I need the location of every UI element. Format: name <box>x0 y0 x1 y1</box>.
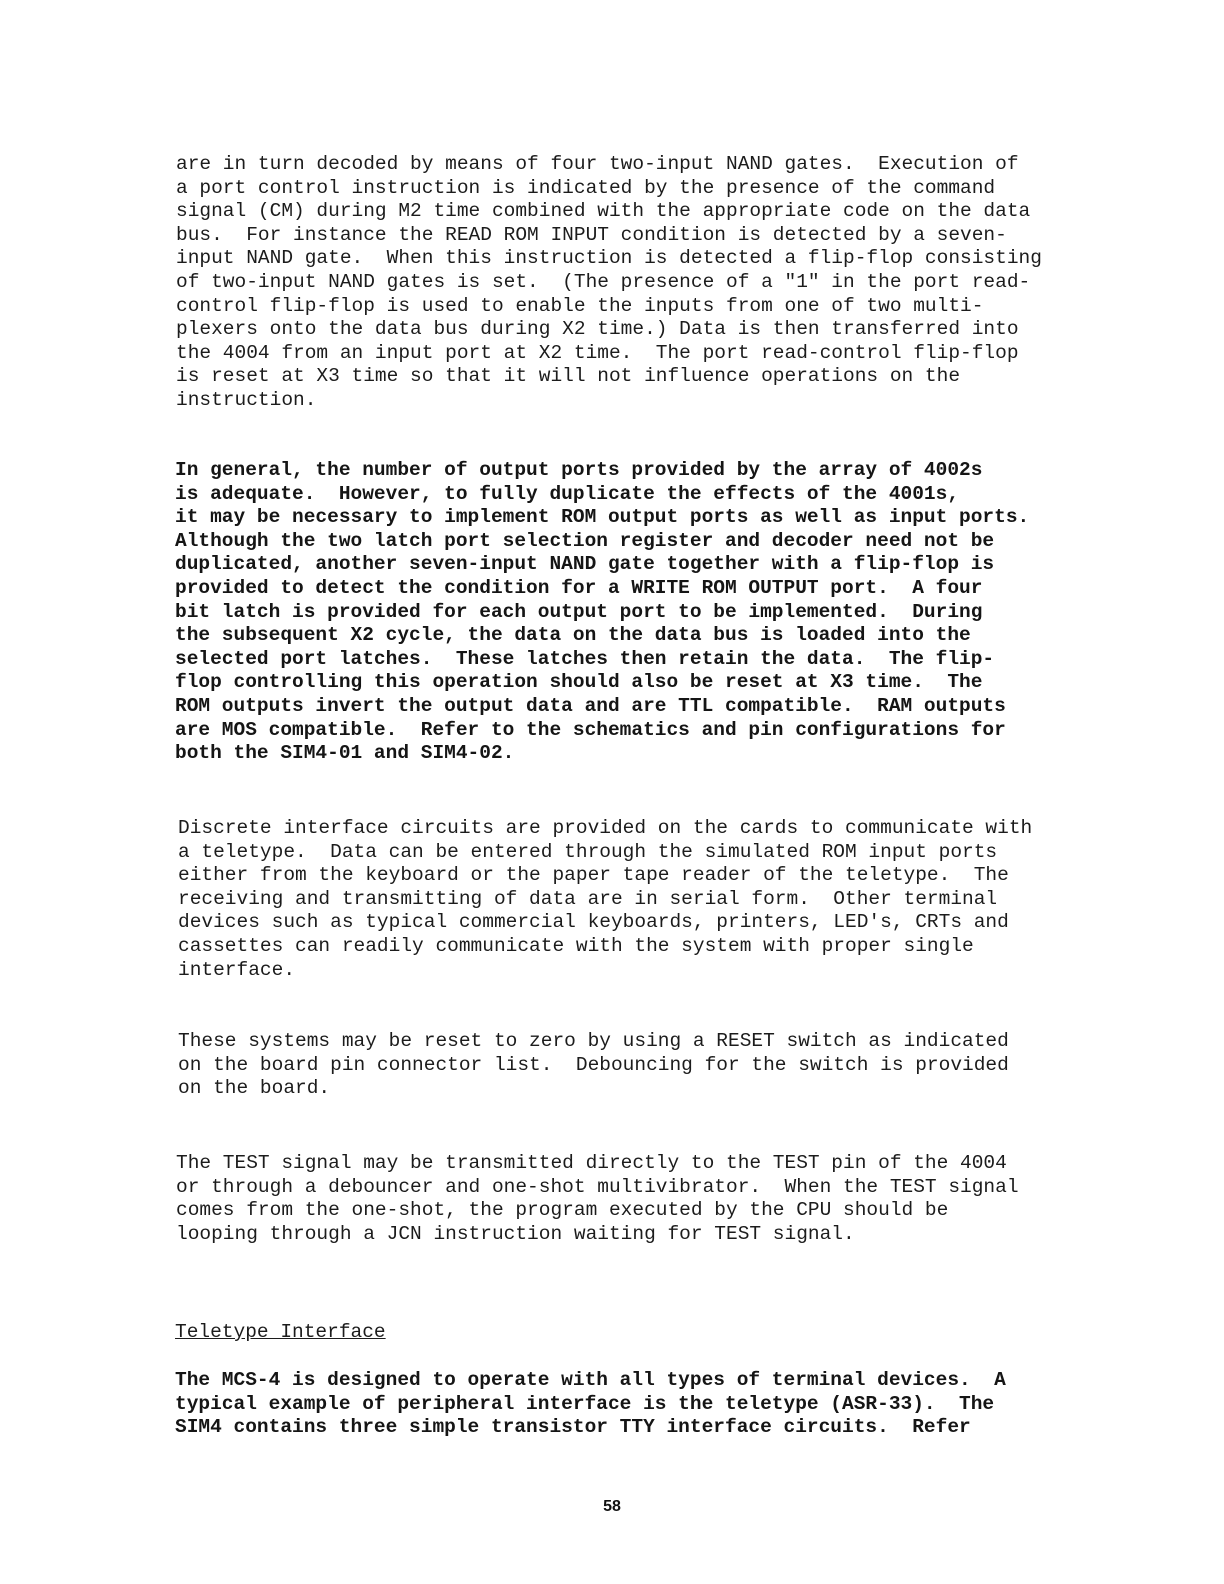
text-line: typical example of peripheral interface is the teletype (ASR-33). The <box>175 1392 995 1415</box>
text-line: plexers onto the data bus during X2 time.) Data is then transferred into <box>176 318 1019 341</box>
text-line: it may be necessary to implement ROM output ports as well as input ports. <box>175 506 1030 529</box>
text-line: Although the two latch port selection register and decoder need not be <box>175 529 995 552</box>
section-heading: Teletype Interface <box>175 1321 386 1343</box>
text-line: either from the keyboard or the paper tape reader of the teletype. The <box>178 864 1009 887</box>
text-line: input NAND gate. When this instruction is detected a flip-flop consisting <box>176 247 1042 270</box>
text-line: devices such as typical commercial keyboards, printers, LED's, CRTs and <box>178 911 1009 934</box>
text-line: is reset at X3 time so that it will not influence operations on the <box>176 365 961 388</box>
text-line: bus. For instance the READ ROM INPUT condition is detected by a seven- <box>176 223 1007 246</box>
text-line: SIM4 contains three simple transistor TTY interface circuits. Refer <box>175 1416 971 1439</box>
text-line: The TEST signal may be transmitted directly to the TEST pin of the 4004 <box>176 1152 1007 1174</box>
text-line: control flip-flop is used to enable the inputs from one of two multi- <box>176 294 984 317</box>
text-line: both the SIM4-01 and SIM4-02. <box>175 742 515 765</box>
text-line: instruction. <box>176 388 317 411</box>
text-line: In general, the number of output ports provided by the array of 4002s <box>175 459 983 481</box>
text-line: on the board pin connector list. Debouncing for the switch is provided <box>178 1053 1009 1076</box>
text-line: signal (CM) during M2 time combined with the appropriate code on the data <box>176 200 1031 223</box>
text-line: are in turn decoded by means of four two-input NAND gates. Execution of <box>176 153 1019 175</box>
page-number: 58 <box>603 1498 621 1515</box>
paragraph-output-ports <box>175 459 1029 766</box>
text-line: flop controlling this operation should also be reset at X3 time. The <box>175 671 983 694</box>
text-line: bit latch is provided for each output port to be implemented. During <box>175 600 983 623</box>
text-line: interface. <box>178 958 296 981</box>
text-line: These systems may be reset to zero by using a RESET switch as indicated <box>178 1030 1009 1052</box>
text-line: Discrete interface circuits are provided on the cards to communicate with <box>178 817 1033 839</box>
paragraph-port-control <box>176 153 1042 413</box>
paragraph-teletype-interface <box>175 1369 1006 1440</box>
text-line: selected port latches. These latches then retain the data. The flip- <box>175 647 995 670</box>
paragraph-reset <box>178 1030 1009 1101</box>
text-line: a port control instruction is indicated by the presence of the command <box>176 176 996 199</box>
text-line: the 4004 from an input port at X2 time. The port read-control flip-flop <box>176 341 1019 364</box>
text-line: ROM outputs invert the output data and are TTL compatible. RAM outputs <box>175 694 1006 717</box>
text-line: The MCS-4 is designed to operate with all types of terminal devices. A <box>175 1369 1006 1391</box>
text-line: provided to detect the condition for a WRITE ROM OUTPUT port. A four <box>175 576 983 599</box>
text-line: on the board. <box>178 1077 331 1100</box>
text-line: of two-input NAND gates is set. (The presence of a "1" in the port read- <box>176 270 1031 293</box>
text-line: duplicated, another seven-input NAND gate together with a flip-flop is <box>175 553 995 576</box>
text-line: looping through a JCN instruction waiting for TEST signal. <box>176 1222 855 1245</box>
text-line: comes from the one-shot, the program executed by the CPU should be <box>176 1199 949 1222</box>
paragraph-test-signal <box>176 1152 1019 1246</box>
text-line: are MOS compatible. Refer to the schematics and pin configurations for <box>175 718 1006 741</box>
text-line: the subsequent X2 cycle, the data on the data bus is loaded into the <box>175 624 971 647</box>
text-line: or through a debouncer and one-shot multivibrator. When the TEST signal <box>176 1175 1019 1198</box>
text-line: cassettes can readily communicate with the system with proper single <box>178 934 974 957</box>
paragraph-teletype-circuits <box>178 817 1032 982</box>
text-line: a teletype. Data can be entered through the simulated ROM input ports <box>178 840 998 863</box>
text-line: receiving and transmitting of data are in serial form. Other terminal <box>178 887 998 910</box>
text-line: is adequate. However, to fully duplicate the effects of the 4001s, <box>175 482 960 505</box>
